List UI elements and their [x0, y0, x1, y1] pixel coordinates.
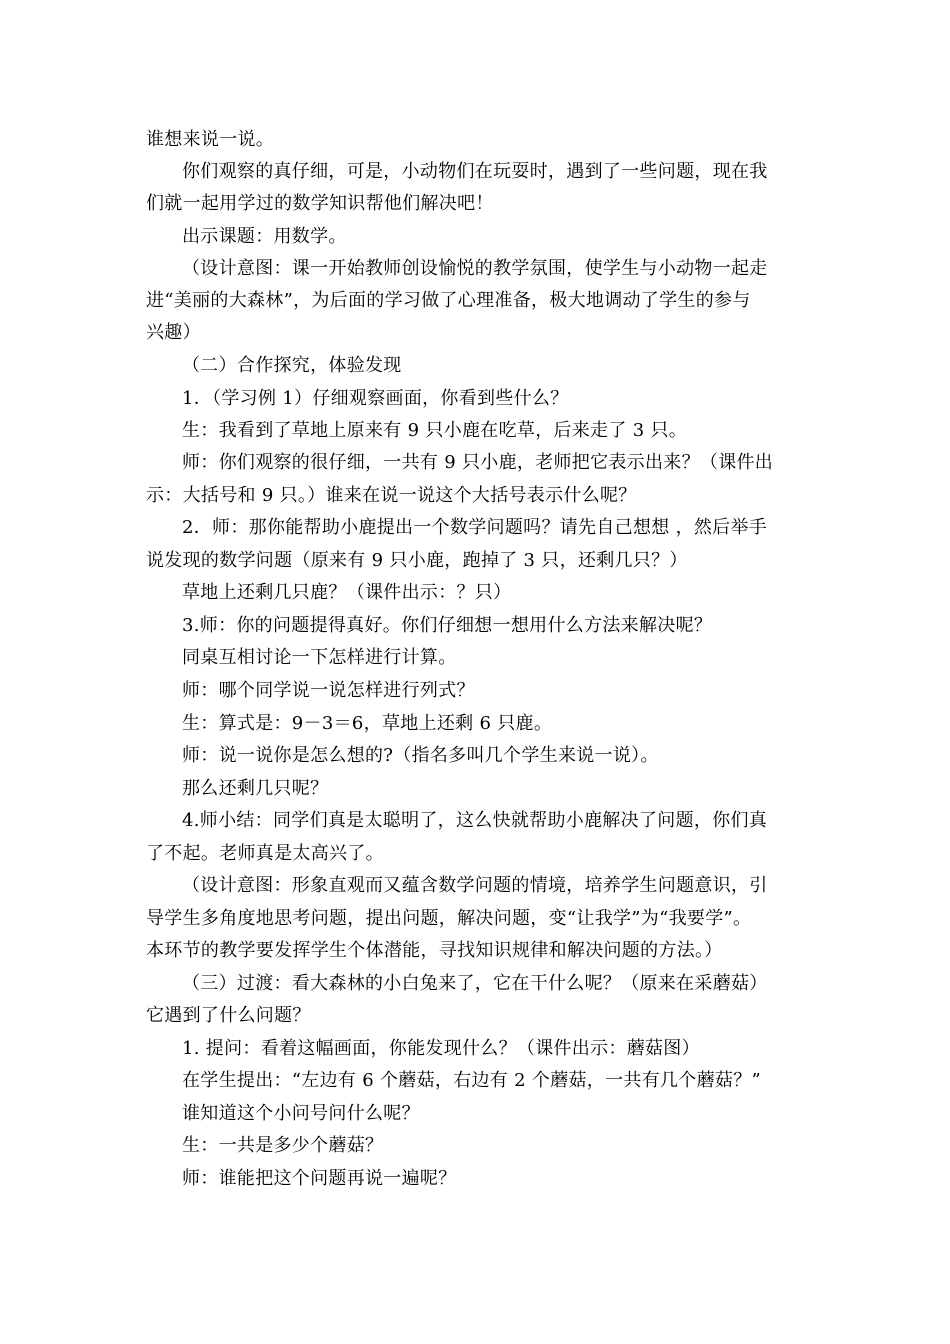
text-line: 示：大括号和 9 只。）谁来在说一说这个大括号表示什么呢？	[146, 485, 637, 506]
text-line: 了不起。老师真是太高兴了。	[146, 843, 384, 864]
text-line: 们就一起用学过的数学知识帮他们解决吧！	[146, 193, 494, 214]
text-line: 在学生提出：“左边有 6 个蘑菇，右边有 2 个蘑菇，一共有几个蘑菇？”	[182, 1070, 761, 1091]
text-line: 同桌互相讨论一下怎样进行计算。	[182, 647, 457, 668]
text-line: 导学生多角度地思考问题，提出问题，解决问题，变“让我学”为“我要学”。	[146, 908, 752, 929]
text-line: 你们观察的真仔细，可是，小动物们在玩耍时，遇到了一些问题，现在我	[182, 161, 768, 182]
text-line: 2．师：那你能帮助小鹿提出一个数学问题吗？请先自己想想 ，然后举手	[182, 517, 768, 538]
text-line: 说发现的数学问题（原来有 9 只小鹿，跑掉了 3 只，还剩几只？）	[146, 550, 688, 571]
text-line: 那么还剩几只呢？	[182, 778, 329, 799]
text-line: 1．（学习例 1）仔细观察画面，你看到些什么？	[182, 388, 569, 409]
text-line: （设计意图：形象直观而又蕴含数学问题的情境，培养学生问题意识，引	[182, 875, 768, 896]
section-heading: （三）过渡：看大森林的小白兔来了，它在干什么呢？（原来在采蘑菇）	[182, 973, 768, 994]
text-line: 生：一共是多少个蘑菇？	[182, 1135, 384, 1156]
text-line: 师：哪个同学说一说怎样进行列式？	[182, 680, 475, 701]
text-line: 进“美丽的大森林”，为后面的学习做了心理准备，极大地调动了学生的参与	[146, 290, 751, 311]
text-line: 师：谁能把这个问题再说一遍呢？	[182, 1168, 457, 1189]
text-line: 谁想来说一说。	[146, 129, 275, 150]
text-line: 1. 提问：看着这幅画面，你能发现什么？（课件出示：蘑菇图）	[182, 1038, 700, 1059]
text-line: 师：你们观察的很仔细，一共有 9 只小鹿，老师把它表示出来？（课件出	[182, 452, 774, 473]
text-line: （设计意图：课一开始教师创设愉悦的教学氛围，使学生与小动物一起走	[182, 258, 768, 279]
text-line: 生：算式是：9－3＝6，草地上还剩 6 只鹿。	[182, 713, 553, 734]
text-line: 草地上还剩几只鹿？（课件出示：？只）	[182, 582, 512, 603]
text-line: 4.师小结：同学们真是太聪明了，这么快就帮助小鹿解决了问题，你们真	[182, 810, 768, 831]
text-line: 它遇到了什么问题？	[146, 1005, 311, 1026]
text-line: 出示课题：用数学。	[182, 226, 347, 247]
text-line: 生：我看到了草地上原来有 9 只小鹿在吃草，后来走了 3 只。	[182, 420, 688, 441]
text-line: 本环节的教学要发挥学生个体潜能，寻找知识规律和解决问题的方法。）	[146, 940, 723, 961]
text-line: 师：说一说你是怎么想的?（指名多叫几个学生来说一说）。	[182, 745, 659, 766]
text-line: 谁知道这个小问号问什么呢？	[182, 1103, 420, 1124]
section-heading: （二）合作探究，体验发现	[182, 355, 402, 376]
text-line: 3.师：你的问题提得真好。你们仔细想一想用什么方法来解决呢？	[182, 615, 713, 636]
text-line: 兴趣）	[146, 322, 201, 343]
